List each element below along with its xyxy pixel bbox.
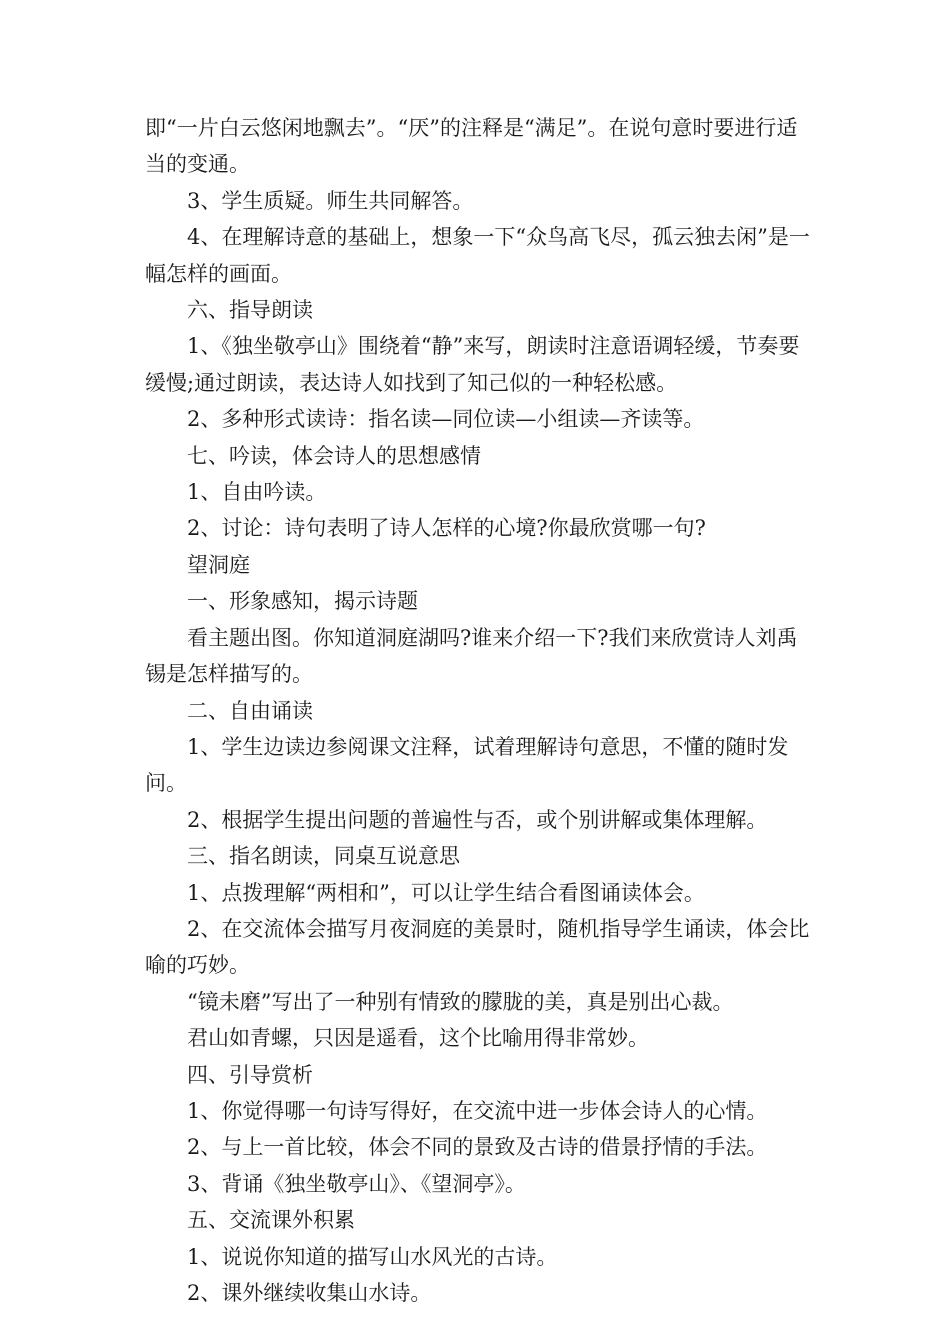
section-heading: 二、自由诵读 xyxy=(187,698,313,723)
paragraph: 1、点拨理解“两相和”，可以让学生结合看图诵读体会。 xyxy=(187,880,705,905)
paragraph: 1、自由吟读。 xyxy=(187,480,327,505)
paragraph: 3、学生质疑。师生共同解答。 xyxy=(187,188,474,213)
section-heading: 六、指导朗读 xyxy=(187,298,313,323)
section-heading: 四、引导赏析 xyxy=(187,1062,313,1087)
paragraph: 2、与上一首比较，体会不同的景致及古诗的借景抒情的手法。 xyxy=(187,1135,768,1160)
paragraph: 1、《独坐敬亭山》围绕着“静”来写，朗读时注意语调轻缓，节奏要缓慢;通过朗读，表达诗人如找到了知己似的一种轻松感。 xyxy=(145,334,800,395)
section-heading: 五、交流课外积累 xyxy=(187,1208,355,1233)
paragraph: 3、背诵《独坐敬亭山》、《望洞亭》。 xyxy=(187,1171,526,1196)
paragraph: 君山如青螺，只因是遥看，这个比喻用得非常妙。 xyxy=(187,1026,649,1051)
poem-title: 望洞庭 xyxy=(187,552,250,577)
paragraph: 2、在交流体会描写月夜洞庭的美景时，随机指导学生诵读，体会比喻的巧妙。 xyxy=(145,916,810,978)
section-heading: 一、形象感知，揭示诗题 xyxy=(187,589,418,614)
paragraph: 2、讨论：诗句表明了诗人怎样的心境?你最欣赏哪一句? xyxy=(187,516,706,541)
document-body xyxy=(145,110,815,1311)
paragraph: 即“一片白云悠闲地飘去”。“厌”的注释是“满足”。在说句意时要进行适当的变通。 xyxy=(145,116,798,177)
paragraph: 1、说说你知道的描写山水风光的古诗。 xyxy=(187,1244,558,1269)
section-heading: 三、指名朗读，同桌互说意思 xyxy=(187,844,460,869)
paragraph: 看主题出图。你知道洞庭湖吗?谁来介绍一下?我们来欣赏诗人刘禹锡是怎样描写的。 xyxy=(145,625,798,687)
paragraph: 4、在理解诗意的基础上，想象一下“众鸟高飞尽，孤云独去闲”是一幅怎样的画面。 xyxy=(145,225,810,286)
paragraph: 1、你觉得哪一句诗写得好，在交流中进一步体会诗人的心情。 xyxy=(187,1098,768,1123)
section-heading: 七、吟读，体会诗人的思想感情 xyxy=(187,443,481,468)
paragraph: “镜未磨”写出了一种别有情致的朦胧的美，真是别出心裁。 xyxy=(187,989,734,1014)
paragraph: 2、多种形式读诗：指名读—同位读—小组读—齐读等。 xyxy=(187,407,705,432)
paragraph: 1、学生边读边参阅课文注释，试着理解诗句意思，不懂的随时发问。 xyxy=(145,734,789,796)
paragraph: 2、根据学生提出问题的普遍性与否，或个别讲解或集体理解。 xyxy=(187,807,768,832)
paragraph: 2、课外继续收集山水诗。 xyxy=(187,1281,432,1305)
